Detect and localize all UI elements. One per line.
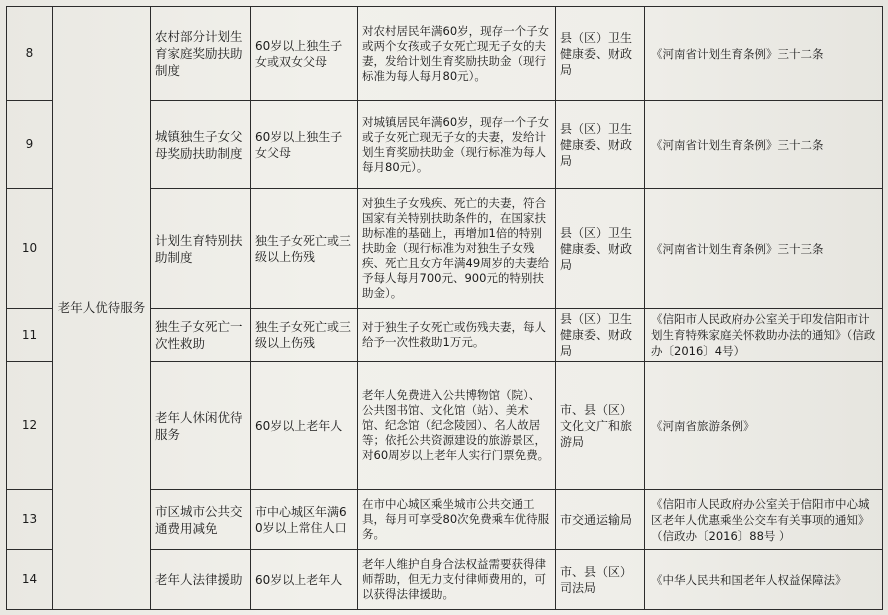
row-number: 10 xyxy=(7,189,53,309)
target-group: 60岁以上独生子女父母 xyxy=(251,101,358,189)
responsible-department: 市、县（区）文化文广和旅游局 xyxy=(556,362,645,490)
target-group: 60岁以上老年人 xyxy=(251,550,358,610)
responsible-department: 县（区）卫生健康委、财政局 xyxy=(556,309,645,362)
project-name: 农村部分计划生育家庭奖励扶助制度 xyxy=(151,7,251,101)
target-group: 独生子女死亡或三级以上伤残 xyxy=(251,189,358,309)
row-number: 11 xyxy=(7,309,53,362)
project-name: 独生子女死亡一次性救助 xyxy=(151,309,251,362)
row-number: 14 xyxy=(7,550,53,610)
target-group: 独生子女死亡或三级以上伤残 xyxy=(251,309,358,362)
benefit-standard: 对城镇居民年满60岁，现存一个子女或子女死亡现无子女的夫妻，发给计划生育奖励扶助金（现行标准为每人每月80元）。 xyxy=(358,101,556,189)
project-name: 老年人休闲优待服务 xyxy=(151,362,251,490)
policy-basis: 《信阳市人民政府办公室关于印发信阳市计划生育特殊家庭关怀救助办法的通知》（信政办〔2016〕4号） xyxy=(645,309,883,362)
responsible-department: 市、县（区）司法局 xyxy=(556,550,645,610)
benefit-standard: 对于独生子女死亡或伤残夫妻，每人给予一次性救助1万元。 xyxy=(358,309,556,362)
benefit-standard: 老年人免费进入公共博物馆（院）、公共图书馆、文化馆（站）、美术馆、纪念馆（纪念陵园）、名人故居等；依托公共资源建设的旅游景区，对60周岁以上老年人实行门票免费。 xyxy=(358,362,556,490)
policy-basis: 《河南省计划生育条例》三十二条 xyxy=(645,7,883,101)
benefit-standard: 老年人维护自身合法权益需要获得律师帮助，但无力支付律师费用的，可以获得法律援助。 xyxy=(358,550,556,610)
benefits-table xyxy=(6,6,883,610)
target-group: 60岁以上独生子女或双女父母 xyxy=(251,7,358,101)
responsible-department: 县（区）卫生健康委、财政局 xyxy=(556,189,645,309)
project-name: 市区城市公共交通费用减免 xyxy=(151,490,251,550)
responsible-department: 县（区）卫生健康委、财政局 xyxy=(556,7,645,101)
benefit-standard: 在市中心城区乘坐城市公共交通工具，每月可享受80次免费乘车优待服务。 xyxy=(358,490,556,550)
row-number: 13 xyxy=(7,490,53,550)
policy-basis: 《河南省计划生育条例》三十三条 xyxy=(645,189,883,309)
benefit-standard: 对独生子女残疾、死亡的夫妻，符合国家有关特别扶助条件的，在国家扶助标准的基础上，再增加1倍的特别扶助金（现行标准为对独生子女残疾、死亡且女方年满49周岁的夫妻给予每人每月700元、900元的特别扶助金）。 xyxy=(358,189,556,309)
policy-basis: 《信阳市人民政府办公室关于信阳市中心城区老年人优惠乘坐公交车有关事项的通知》（信政办〔2016〕88号 ） xyxy=(645,490,883,550)
table-row xyxy=(7,7,883,101)
row-number: 12 xyxy=(7,362,53,490)
target-group: 市中心城区年满60岁以上常住人口 xyxy=(251,490,358,550)
category-cell: 老年人优待服务 xyxy=(53,7,151,610)
policy-basis: 《中华人民共和国老年人权益保障法》 xyxy=(645,550,883,610)
responsible-department: 县（区）卫生健康委、财政局 xyxy=(556,101,645,189)
benefit-standard: 对农村居民年满60岁，现存一个子女或两个女孩或子女死亡现无子女的夫妻，发给计划生育奖励扶助金（现行标准为每人每月80元）。 xyxy=(358,7,556,101)
row-number: 8 xyxy=(7,7,53,101)
target-group: 60岁以上老年人 xyxy=(251,362,358,490)
responsible-department: 市交通运输局 xyxy=(556,490,645,550)
policy-basis: 《河南省计划生育条例》三十二条 xyxy=(645,101,883,189)
project-name: 计划生育特别扶助制度 xyxy=(151,189,251,309)
row-number: 9 xyxy=(7,101,53,189)
project-name: 城镇独生子女父母奖励扶助制度 xyxy=(151,101,251,189)
policy-basis: 《河南省旅游条例》 xyxy=(645,362,883,490)
project-name: 老年人法律援助 xyxy=(151,550,251,610)
